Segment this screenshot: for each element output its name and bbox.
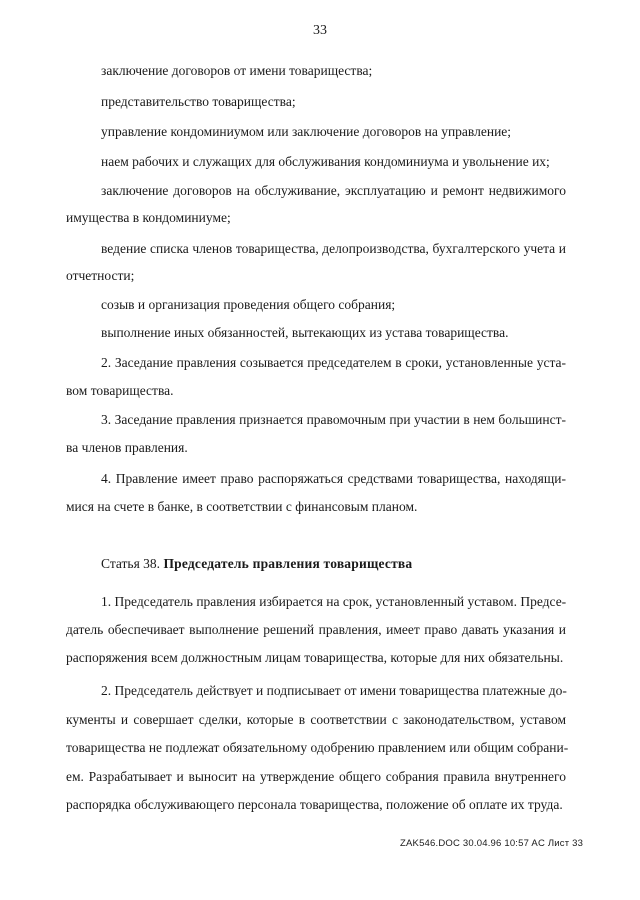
list-item: ведение списка членов товарищества, делопроизводства, бухгалтерского учета и xyxy=(101,241,566,256)
clause-text: ва членов правления. xyxy=(66,440,188,455)
paragraph-text: датель обеспечивает выполнение решений правления, имеет право давать указания и xyxy=(66,622,566,637)
list-item: выполнение иных обязанностей, вытекающих из устава товарищества. xyxy=(101,325,509,340)
article-label: Статья 38. xyxy=(101,556,161,571)
paragraph-text: 1. Председатель правления избирается на срок, установленный уставом. Предсе- xyxy=(101,594,567,609)
paragraph-text: распоряжения всем должностным лицам товарищества, которые для них обязательны. xyxy=(66,650,564,665)
list-item: наем рабочих и служащих для обслуживания кондоминиума и увольнение их; xyxy=(101,154,550,169)
list-item-continuation: имущества в кондоминиуме; xyxy=(66,210,231,225)
clause-text: мися на счете в банке, в соответствии с финансовым планом. xyxy=(66,499,418,514)
paragraph-text: ем. Разрабатывает и выносит на утверждение общего собрания правила внутреннего xyxy=(66,769,566,784)
list-item: созыв и организация проведения общего собрания; xyxy=(101,297,396,312)
list-item: заключение договоров на обслуживание, эксплуатацию и ремонт недвижимого xyxy=(101,183,566,198)
document-footer: ZAK546.DOC 30.04.96 10:57 AC Лист 33 xyxy=(400,838,584,849)
list-item: представительство товарищества; xyxy=(101,94,296,109)
clause-text: 2. Заседание правления созывается председателем в сроки, установленные уста- xyxy=(101,355,566,370)
page-number: 33 xyxy=(313,23,327,38)
clause-text: 3. Заседание правления признается правомочным при участии в нем большинст- xyxy=(101,412,566,427)
clause-text: 4. Правление имеет право распоряжаться средствами товарищества, находящи- xyxy=(101,471,566,486)
list-item: заключение договоров от имени товарищества; xyxy=(101,63,373,78)
article-heading xyxy=(101,556,412,572)
list-item-continuation: отчетности; xyxy=(66,268,135,283)
paragraph-text: кументы и совершает сделки, которые в соответствии с законодательством, уставом xyxy=(66,712,566,727)
list-item: управление кондоминиумом или заключение договоров на управление; xyxy=(101,124,512,139)
article-title: Председатель правления товарищества xyxy=(163,556,413,571)
paragraph-text: товарищества не подлежат обязательному одобрению правлением или общим собрани- xyxy=(66,740,569,755)
paragraph-text: 2. Председатель действует и подписывает от имени товарищества платежные до- xyxy=(101,683,567,698)
paragraph-text: распорядка обслуживающего персонала товарищества, положение об оплате их труда. xyxy=(66,797,563,812)
clause-text: вом товарищества. xyxy=(66,383,174,398)
